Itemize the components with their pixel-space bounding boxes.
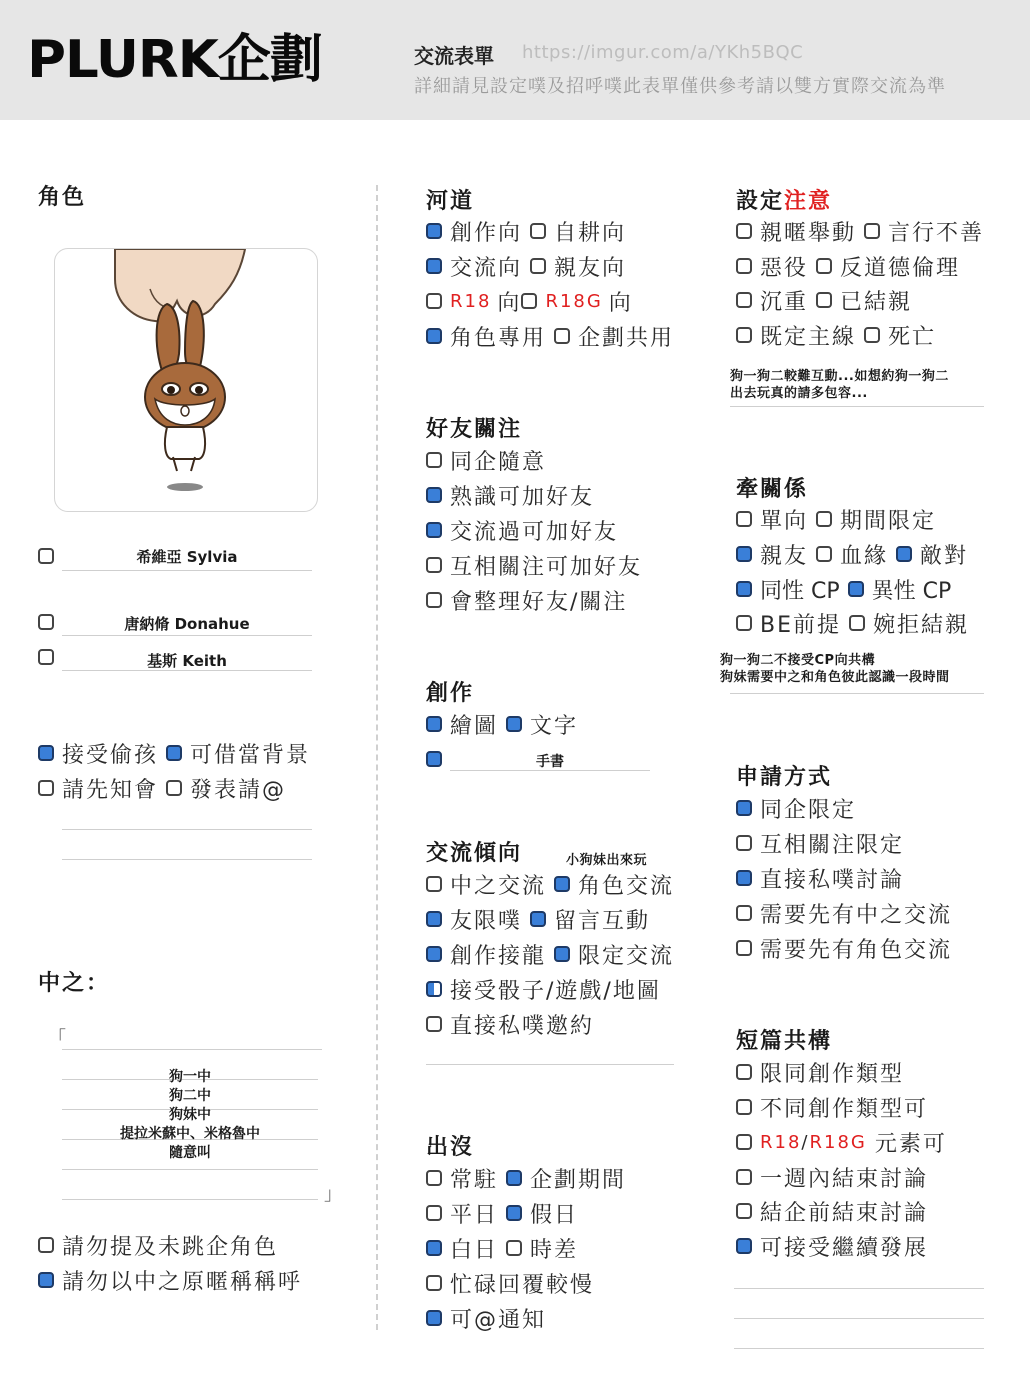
setting-row — [736, 251, 968, 281]
option-label: 常駐 — [450, 1167, 499, 1193]
checkbox-checked-icon[interactable] — [426, 522, 442, 538]
presence-row — [426, 1163, 634, 1193]
column-divider — [376, 185, 378, 1330]
option-label: 敵對 — [920, 543, 969, 569]
river-row — [426, 216, 634, 246]
checkbox-icon[interactable] — [736, 615, 752, 631]
role-option-row — [38, 773, 294, 803]
presence-row — [426, 1268, 602, 1298]
fill-line — [62, 859, 312, 860]
relation-row — [736, 608, 977, 638]
setting-row — [736, 285, 920, 315]
creation-heading: 創作 — [426, 681, 475, 706]
option-label: 留言互動 — [554, 908, 651, 934]
player-heading: 中之： — [38, 971, 111, 996]
option-label: 請勿提及未跳企角色 — [62, 1234, 279, 1260]
option-suffix: 元素可 — [874, 1131, 947, 1157]
friends-row — [426, 515, 626, 545]
fill-line — [62, 670, 312, 671]
river-heading: 河道 — [426, 189, 475, 214]
relation-note — [720, 652, 950, 686]
option-label: 發表請@ — [190, 777, 287, 803]
checkbox-checked-icon[interactable] — [426, 751, 442, 767]
option-label: 需要先有角色交流 — [760, 937, 953, 963]
option-label: 企劃共用 — [578, 325, 675, 351]
checkbox-checked-icon[interactable] — [848, 581, 864, 597]
checkbox-checked-icon[interactable] — [426, 223, 442, 239]
friends-heading: 好友關注 — [426, 417, 523, 442]
fill-line — [730, 693, 984, 694]
option-label: 一週內結束討論 — [760, 1166, 929, 1192]
checkbox-checked-icon[interactable] — [896, 546, 912, 562]
setting-heading-main: 設定 — [736, 189, 785, 214]
fill-line — [62, 1049, 322, 1050]
player-option-row — [38, 1230, 286, 1260]
interaction-heading: 交流傾向 — [426, 841, 523, 866]
checkbox-checked-icon[interactable] — [426, 328, 442, 344]
option-suffix: 向 — [497, 290, 522, 316]
interaction-row — [426, 869, 682, 899]
note-line: 狗一狗二較難互動...如想約狗一狗二 — [730, 369, 949, 384]
option-label: 異性 CP — [871, 578, 952, 604]
interaction-row — [426, 1009, 602, 1039]
option-label: 會整理好友/關注 — [450, 589, 628, 615]
interaction-annotation: 小狗妹出來玩 — [566, 853, 648, 868]
option-label: 交流向 — [450, 255, 523, 281]
checkbox-checked-icon[interactable] — [506, 1205, 522, 1221]
open-bracket: 「 — [48, 1028, 66, 1049]
checkbox-checked-icon[interactable] — [426, 946, 442, 962]
option-label: 友限噗 — [450, 908, 523, 934]
character-3-checkbox[interactable] — [38, 649, 54, 665]
fill-line — [730, 406, 984, 407]
option-label: 死亡 — [888, 324, 937, 350]
interaction-row — [426, 904, 658, 934]
option-label: 不同創作類型可 — [760, 1096, 929, 1122]
option-separator: / — [801, 1131, 810, 1153]
checkbox-icon[interactable] — [426, 1170, 442, 1186]
checkbox-checked-icon[interactable] — [166, 745, 182, 761]
bunny-character-illustration — [55, 249, 317, 511]
interaction-row — [426, 939, 682, 969]
river-row — [426, 251, 634, 281]
option-label: 接受骰子/遊戲/地圖 — [450, 978, 661, 1004]
option-label: 沉重 — [760, 289, 809, 315]
alias-item: 隨意叫 — [169, 1145, 211, 1161]
checkbox-icon[interactable] — [426, 876, 442, 892]
checkbox-icon[interactable] — [426, 592, 442, 608]
friends-row — [426, 445, 554, 475]
option-label: 可@通知 — [450, 1307, 547, 1333]
option-label: 交流過可加好友 — [450, 519, 619, 545]
checkbox-icon[interactable] — [736, 1169, 752, 1185]
checkbox-icon[interactable] — [530, 258, 546, 274]
player-alias-list — [62, 1068, 318, 1163]
checkbox-checked-icon[interactable] — [554, 876, 570, 892]
option-label: 熟識可加好友 — [450, 484, 595, 510]
option-label: 文字 — [530, 713, 579, 739]
option-label: 平日 — [450, 1202, 499, 1228]
form-description: 詳細請見設定噗及招呼噗此表單僅供參考請以雙方實際交流為準 — [414, 76, 946, 97]
checkbox-checked-icon[interactable] — [426, 716, 442, 732]
checkbox-icon[interactable] — [166, 780, 182, 796]
checkbox-checked-icon[interactable] — [506, 716, 522, 732]
relation-row — [736, 504, 944, 534]
checkbox-icon[interactable] — [426, 1205, 442, 1221]
option-label: 角色交流 — [578, 873, 675, 899]
option-label-2: R18G — [809, 1131, 867, 1153]
checkbox-icon[interactable] — [426, 557, 442, 573]
checkbox-icon[interactable] — [736, 292, 752, 308]
option-label: 白日 — [450, 1237, 499, 1263]
checkbox-icon[interactable] — [426, 1016, 442, 1032]
short-collab-heading: 短篇共構 — [736, 1029, 833, 1054]
option-label: 同性 CP — [760, 578, 840, 604]
checkbox-icon[interactable] — [736, 1099, 752, 1115]
option-label: 已結親 — [840, 289, 913, 315]
alias-item: 提拉米蘇中、米格魯中 — [120, 1126, 260, 1142]
option-label: 婉拒結親 — [873, 612, 970, 638]
checkbox-icon[interactable] — [816, 258, 832, 274]
interaction-row — [426, 974, 669, 1004]
checkbox-checked-icon[interactable] — [38, 745, 54, 761]
checkbox-icon[interactable] — [736, 1064, 752, 1080]
option-label: R18 — [450, 290, 492, 312]
short-row — [736, 1231, 936, 1261]
checkbox-icon[interactable] — [506, 1240, 522, 1256]
form-url-link[interactable]: https://imgur.com/a/YKh5BQC — [522, 42, 804, 63]
checkbox-icon[interactable] — [38, 780, 54, 796]
relation-row — [736, 539, 976, 569]
player-option-row — [38, 1265, 310, 1295]
fill-line — [734, 1318, 984, 1319]
header-bar — [0, 0, 1030, 120]
checkbox-icon[interactable] — [426, 1275, 442, 1291]
checkbox-icon[interactable] — [521, 293, 537, 309]
fill-line — [450, 770, 650, 771]
option-label: 忙碌回覆較慢 — [450, 1272, 595, 1298]
option-label: 血緣 — [840, 543, 889, 569]
option-label: 時差 — [530, 1237, 579, 1263]
relation-row — [736, 574, 959, 604]
fill-line — [734, 1348, 984, 1349]
close-bracket: 」 — [324, 1184, 342, 1205]
checkbox-icon[interactable] — [816, 511, 832, 527]
fill-line — [62, 1199, 318, 1200]
character-avatar — [54, 248, 318, 512]
apply-row — [736, 933, 960, 963]
fill-line — [426, 1064, 674, 1065]
checkbox-partial-icon[interactable] — [426, 981, 442, 997]
setting-row — [736, 320, 944, 350]
checkbox-icon[interactable] — [736, 1203, 752, 1219]
checkbox-icon[interactable] — [736, 258, 752, 274]
note-line: 狗妹需要中之和角色彼此認識一段時間 — [720, 670, 950, 685]
option-label: 接受偷孩 — [62, 742, 159, 768]
role-heading: 角色 — [38, 185, 87, 210]
plurk-logo: PLURK企劃 — [27, 30, 322, 90]
character-1-name: 希維亞 Sylvia — [136, 548, 238, 566]
apply-heading: 申請方式 — [736, 765, 833, 790]
friends-row — [426, 585, 635, 615]
checkbox-checked-icon[interactable] — [736, 870, 752, 886]
checkbox-checked-icon[interactable] — [736, 546, 752, 562]
option-label: 中之交流 — [450, 873, 547, 899]
character-3-name: 基斯 Keith — [147, 652, 227, 670]
short-row — [736, 1092, 936, 1122]
note-line: 出去玩真的請多包容... — [730, 386, 868, 401]
option-label: 需要先有中之交流 — [760, 902, 953, 928]
option-label: 請先知會 — [62, 777, 159, 803]
option-label: 直接私噗邀約 — [450, 1013, 595, 1039]
option-label: 創作接龍 — [450, 943, 547, 969]
checkbox-icon[interactable] — [736, 905, 752, 921]
checkbox-checked-icon[interactable] — [426, 1310, 442, 1326]
checkbox-icon[interactable] — [736, 835, 752, 851]
option-label: 結企前結束討論 — [760, 1200, 929, 1226]
creation-other-text: 手書 — [536, 754, 564, 770]
river-row — [426, 321, 682, 351]
setting-heading — [736, 184, 832, 215]
checkbox-icon[interactable] — [38, 1237, 54, 1253]
short-row — [736, 1057, 912, 1087]
checkbox-icon[interactable] — [426, 293, 442, 309]
option-label: 同企限定 — [760, 797, 857, 823]
option-label: 創作向 — [450, 220, 523, 246]
friends-row — [426, 550, 650, 580]
character-2-name: 唐納脩 Donahue — [124, 615, 250, 633]
character-1-checkbox[interactable] — [38, 548, 54, 564]
option-label: 惡役 — [760, 255, 809, 281]
option-label: 自耕向 — [554, 220, 627, 246]
checkbox-icon[interactable] — [736, 940, 752, 956]
checkbox-icon[interactable] — [849, 615, 865, 631]
setting-heading-accent: 注意 — [784, 189, 833, 214]
fill-line — [62, 635, 312, 636]
apply-row — [736, 863, 912, 893]
checkbox-checked-icon[interactable] — [554, 946, 570, 962]
option-label: 親暱舉動 — [760, 220, 857, 246]
checkbox-checked-icon[interactable] — [426, 258, 442, 274]
checkbox-icon[interactable] — [736, 1134, 752, 1150]
fill-line — [734, 1288, 984, 1289]
checkbox-checked-icon[interactable] — [736, 800, 752, 816]
checkbox-checked-icon[interactable] — [736, 581, 752, 597]
option-label: 互相關注限定 — [760, 832, 905, 858]
option-label: 互相關注可加好友 — [450, 554, 643, 580]
alias-item: 狗二中 — [169, 1088, 211, 1104]
checkbox-checked-icon[interactable] — [426, 1240, 442, 1256]
option-label: R18 — [760, 1131, 802, 1153]
option-label: 可接受繼續發展 — [760, 1235, 929, 1261]
option-label: 直接私噗討論 — [760, 867, 905, 893]
checkbox-icon[interactable] — [816, 546, 832, 562]
checkbox-checked-icon[interactable] — [506, 1170, 522, 1186]
checkbox-checked-icon[interactable] — [736, 1238, 752, 1254]
apply-row — [736, 828, 912, 858]
option-label: 企劃期間 — [530, 1167, 627, 1193]
alias-item: 狗一中 — [169, 1069, 211, 1085]
presence-heading: 出沒 — [426, 1135, 475, 1160]
checkbox-checked-icon[interactable] — [426, 487, 442, 503]
option-label: 親友 — [760, 543, 809, 569]
river-row — [426, 286, 633, 316]
short-row — [736, 1127, 947, 1157]
option-label: R18G — [545, 290, 603, 312]
creation-row — [426, 709, 586, 739]
option-label: 繪圖 — [450, 713, 499, 739]
option-label: 角色專用 — [450, 325, 547, 351]
checkbox-icon[interactable] — [864, 327, 880, 343]
apply-row — [736, 793, 864, 823]
form-title: 交流表單 — [414, 44, 494, 68]
apply-row — [736, 898, 960, 928]
option-label: 假日 — [530, 1202, 579, 1228]
checkbox-icon[interactable] — [736, 327, 752, 343]
option-label: 請勿以中之原暱稱稱呼 — [62, 1269, 303, 1295]
option-label: 既定主線 — [760, 324, 857, 350]
option-label: 可借當背景 — [190, 742, 311, 768]
short-row — [736, 1196, 936, 1226]
note-line: 狗一狗二不接受CP向共構 — [720, 653, 876, 668]
alias-item: 狗妹中 — [169, 1107, 211, 1123]
presence-row — [426, 1233, 586, 1263]
checkbox-icon[interactable] — [554, 328, 570, 344]
presence-row — [426, 1303, 554, 1333]
option-label: 限定交流 — [578, 943, 675, 969]
checkbox-checked-icon[interactable] — [530, 911, 546, 927]
friends-row — [426, 480, 602, 510]
option-suffix: 向 — [608, 290, 633, 316]
checkbox-icon[interactable] — [736, 223, 752, 239]
option-label: 限同創作類型 — [760, 1061, 905, 1087]
fill-line — [62, 829, 312, 830]
checkbox-checked-icon[interactable] — [426, 911, 442, 927]
checkbox-icon[interactable] — [530, 223, 546, 239]
creation-other-row — [426, 744, 450, 774]
setting-row — [736, 216, 992, 246]
checkbox-checked-icon[interactable] — [38, 1272, 54, 1288]
short-row — [736, 1162, 936, 1192]
option-label: 親友向 — [554, 255, 627, 281]
option-label: 言行不善 — [888, 220, 985, 246]
option-label: 單向 — [760, 508, 809, 534]
role-option-row — [38, 738, 318, 768]
fill-line — [62, 1169, 318, 1170]
checkbox-icon[interactable] — [816, 292, 832, 308]
checkbox-icon[interactable] — [736, 511, 752, 527]
checkbox-icon[interactable] — [426, 452, 442, 468]
relation-heading: 牽關係 — [736, 477, 809, 502]
option-label: 反道德倫理 — [840, 255, 961, 281]
checkbox-icon[interactable] — [864, 223, 880, 239]
presence-row — [426, 1198, 586, 1228]
option-label: 同企隨意 — [450, 449, 547, 475]
setting-note — [730, 368, 949, 402]
character-2-checkbox[interactable] — [38, 614, 54, 630]
option-label: BE前提 — [760, 612, 841, 638]
fill-line — [62, 570, 312, 571]
option-label: 期間限定 — [840, 508, 937, 534]
